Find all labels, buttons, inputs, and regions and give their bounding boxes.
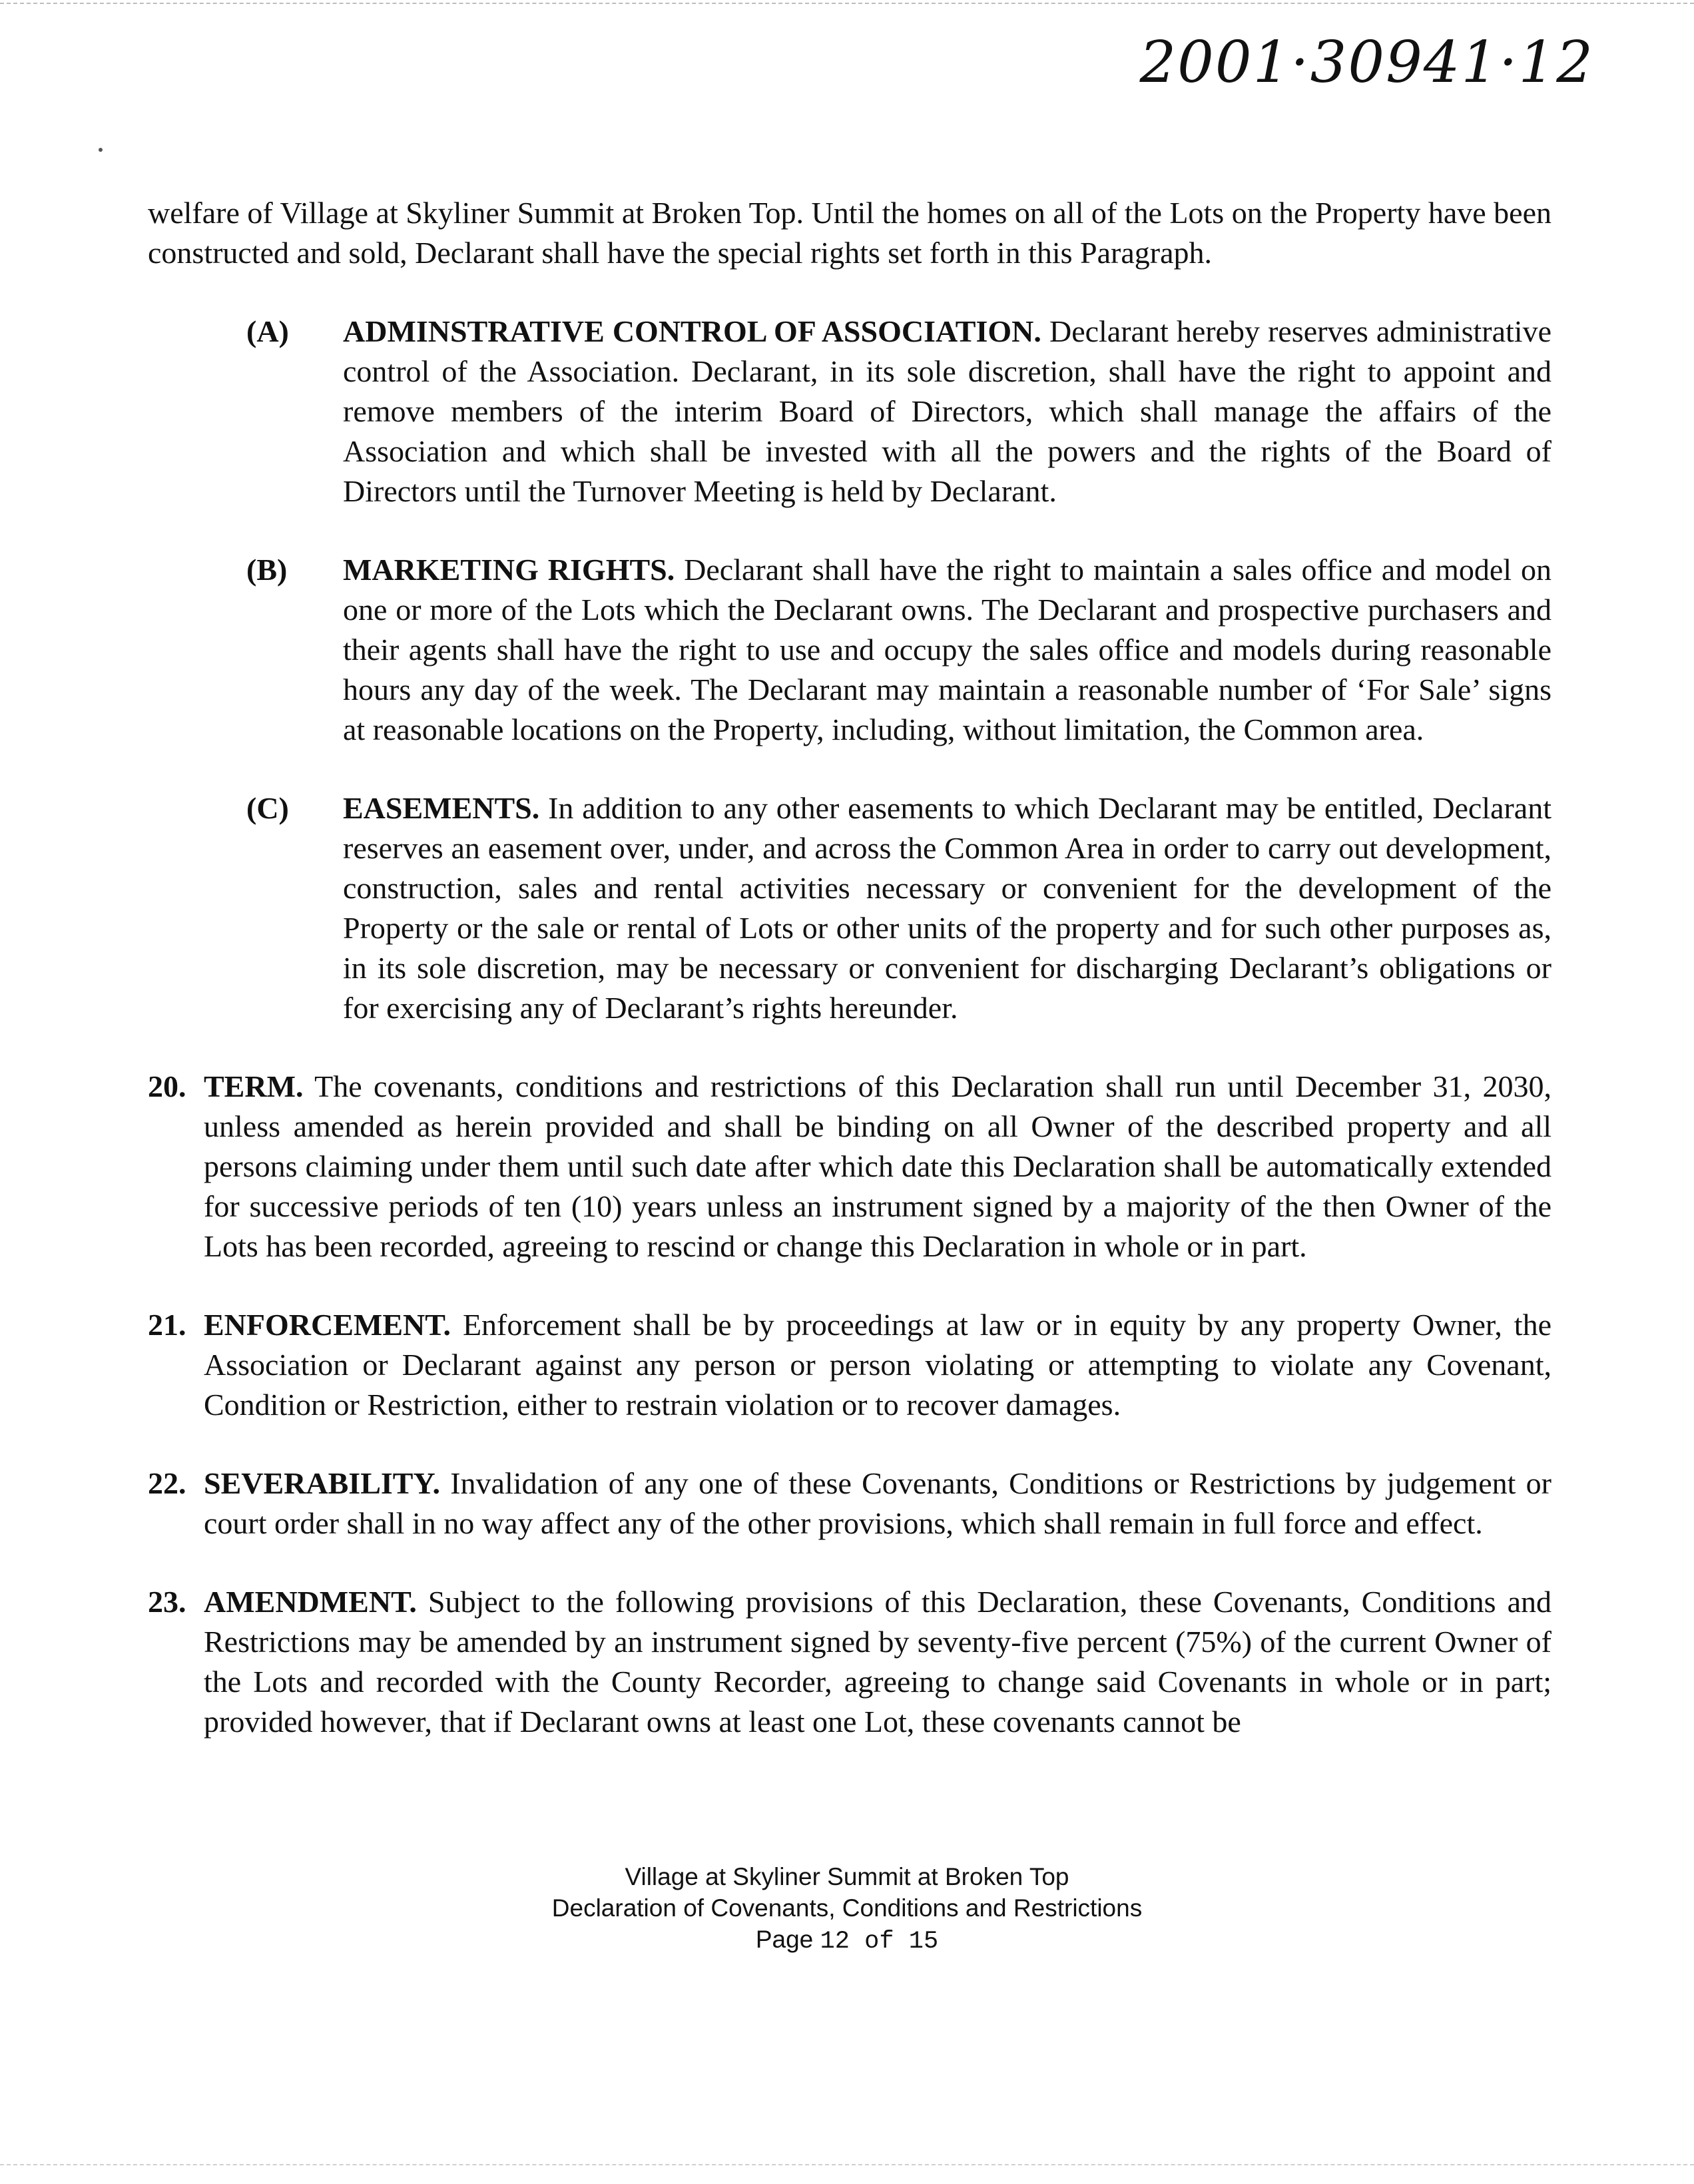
section-23-amendment: [148, 1582, 1552, 1742]
section-number: 20.: [148, 1069, 186, 1103]
page-footer: [0, 1861, 1694, 1958]
document-body: [148, 193, 1552, 1742]
footer-page-indicator: [0, 1924, 1694, 1958]
section-text: [204, 1582, 1552, 1742]
page-label: Page: [755, 1926, 814, 1953]
section-body: Invalidation of any one of these Covenants, Conditions or Restrictions by judgement or court order shall in no way affect any of the other provisions, which shall remain in full force and effect.: [204, 1466, 1552, 1540]
subsection-heading: EASEMENTS.: [343, 791, 540, 825]
section-body: The covenants, conditions and restrictions of this Declaration shall run until December 31, 2030, unless amended as herein provided and shall be binding on all Owner of the described property and all persons claiming under them until such date after which date this Declaration shall be automatically extended for successive periods of ten (10) years unless an instrument signed by a majority of the then Owner of the Lots has been recorded, agreeing to rescind or change this Declaration in whole or in part.: [204, 1069, 1552, 1263]
subsection-label: (A): [246, 314, 289, 348]
section-20-term: [148, 1067, 1552, 1266]
section-number: 23.: [148, 1585, 186, 1619]
footer-community-name: Village at Skyliner Summit at Broken Top: [625, 1863, 1069, 1890]
section-body: Enforcement shall be by proceedings at law or in equity by any property Owner, the Association or Declarant against any person or person violating or attempting to violate any Covenant, Condition or Restriction, either to restrain violation or to recover damages.: [204, 1308, 1552, 1422]
section-heading: SEVERABILITY.: [204, 1466, 440, 1500]
subsection-a: [148, 312, 1552, 511]
scan-speck: [99, 148, 103, 152]
section-text: [204, 1305, 1552, 1425]
intro-paragraph: welfare of Village at Skyliner Summit at Broken Top. Until the homes on all of the Lots on the Property have been constructed and sold, Declarant shall have the special rights set forth in this Paragraph.: [148, 196, 1552, 270]
section-22-severability: [148, 1464, 1552, 1543]
section-body: Subject to the following provisions of this Declaration, these Covenants, Conditions and Restrictions may be amended by an instrument signed by seventy-five percent (75%) of the current Owner of the Lots and recorded with the County Recorder, agreeing to change said Covenants in whole or in part; provided however, that if Declarant owns at least one Lot, these covenants cannot be: [204, 1585, 1552, 1739]
section-text: [204, 1464, 1552, 1543]
page-number: 12 of 15: [820, 1928, 939, 1956]
subsection-heading: ADMINSTRATIVE CONTROL OF ASSOCIATION.: [343, 314, 1041, 348]
subsection-text: [343, 788, 1552, 1028]
subsection-text: [343, 550, 1552, 750]
subsection-b: [148, 550, 1552, 750]
scan-artifact-bottom: [0, 2164, 1694, 2165]
subsection-heading: MARKETING RIGHTS.: [343, 553, 675, 587]
section-text: [204, 1067, 1552, 1266]
section-21-enforcement: [148, 1305, 1552, 1425]
footer-document-title: Declaration of Covenants, Conditions and Restrictions: [551, 1894, 1143, 1922]
subsection-label: (B): [246, 553, 288, 587]
subsection-label: (C): [246, 791, 289, 825]
subsection-body: Declarant shall have the right to maintain a sales office and model on one or more of the Lots which the Declarant owns. The Declarant and prospective purchasers and their agents shall have the right to use and occupy the sales office and models during reasonable hours any day of the week. The Declarant may maintain a reasonable number of ‘For Sale’ signs at reasonable locations on the Property, including, without limitation, the Common area.: [343, 553, 1552, 746]
scan-artifact-top: [0, 3, 1694, 4]
subsection-body: In addition to any other easements to which Declarant may be entitled, Declarant reserves an easement over, under, and across the Common Area in order to carry out development, construction, sales and rental activities necessary or convenient for the development of the Property or the sale or rental of Lots or other units of the property and for such other purposes as, in its sole discretion, may be necessary or convenient for discharging Declarant’s obligations or for exercising any of Declarant’s rights hereunder.: [343, 791, 1552, 1025]
section-number: 22.: [148, 1466, 186, 1500]
subsection-c: [148, 788, 1552, 1028]
section-heading: AMENDMENT.: [204, 1585, 417, 1619]
section-heading: TERM.: [204, 1069, 304, 1103]
section-number: 21.: [148, 1308, 186, 1342]
handwritten-recording-number: 2001·30941·12: [1139, 29, 1594, 96]
subsection-body: Declarant hereby reserves administrative control of the Association. Declarant, in its sole discretion, shall have the right to appoint and remove members of the interim Board of Directors, which shall manage the affairs of the Association and which shall be invested with all the powers and the rights of the Board of Directors until the Turnover Meeting is held by Declarant.: [343, 314, 1552, 508]
subsection-text: [343, 312, 1552, 511]
section-heading: ENFORCEMENT.: [204, 1308, 451, 1342]
